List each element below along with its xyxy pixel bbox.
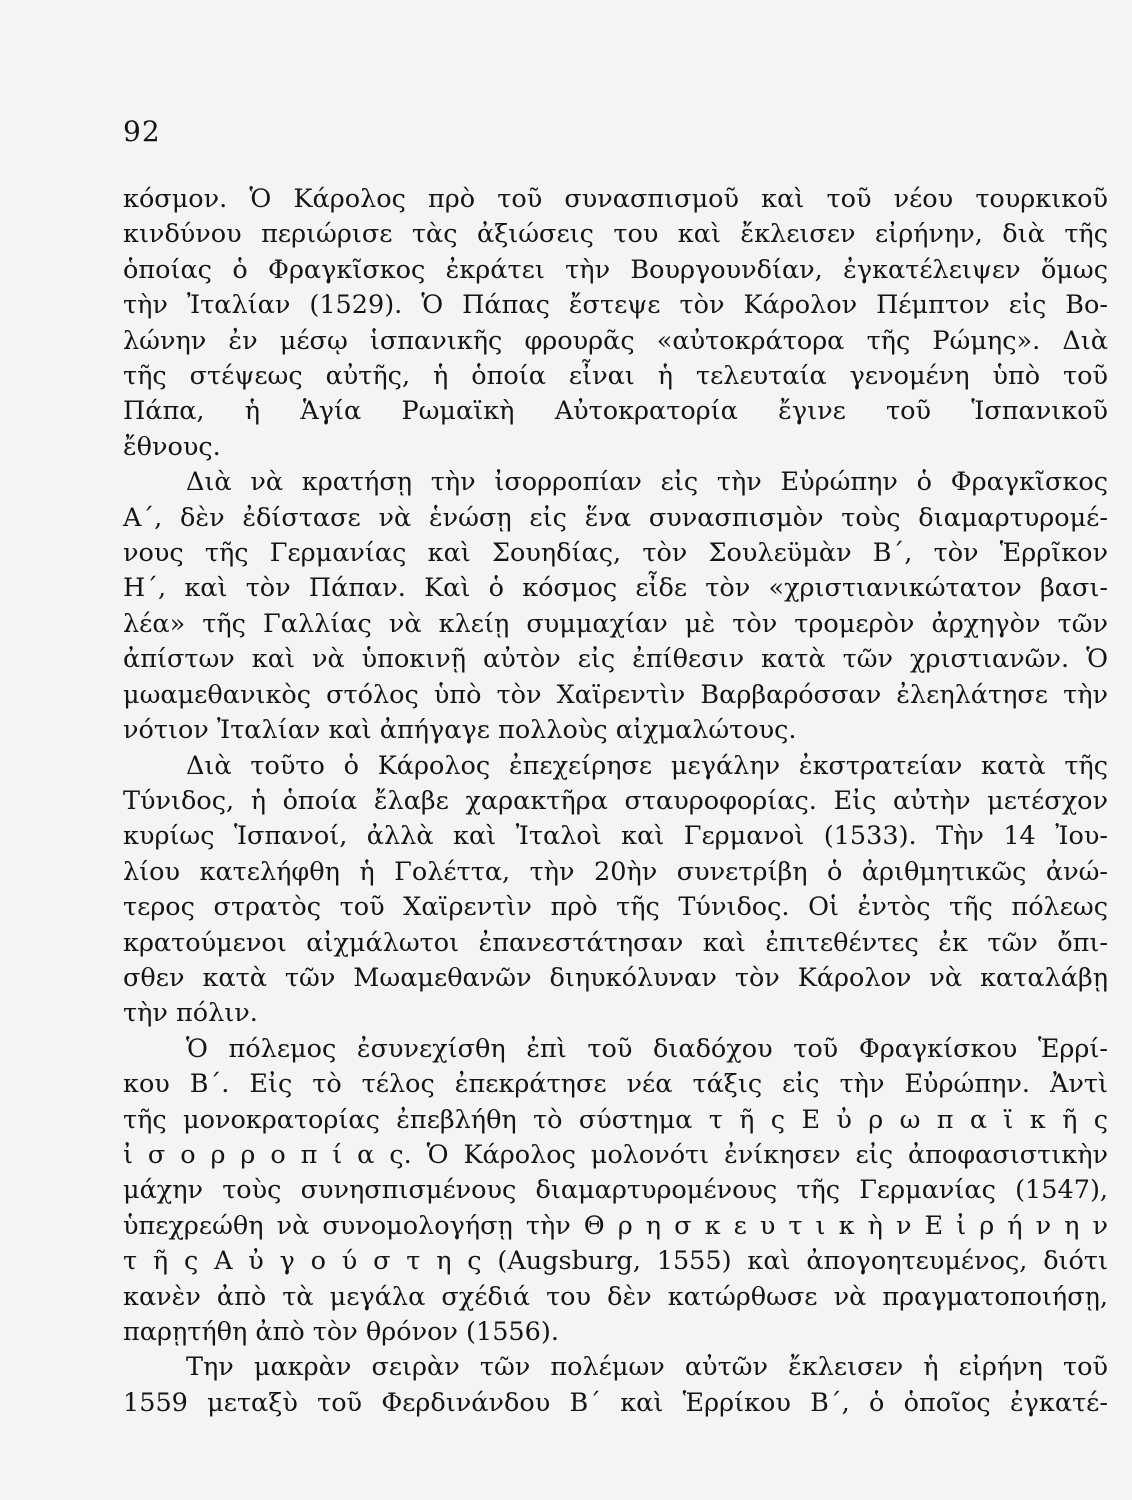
text-line: ἰ σ ο ρ ρ ο π ί α ς. Ὁ Κάρολος μολονότι ἐνίκησεν εἰς ἀποφασιστικὴν (123, 1139, 1108, 1170)
text-line: τερος στρατὸς τοῦ Χαϊρεντὶν πρὸ τῆς Τύνιδος. Οἱ ἐντὸς τῆς πόλεως (123, 892, 1108, 923)
text-line: κρατούμενοι αἰχμάλωτοι ἐπανεστάτησαν καὶ ἐπιτεθέντες ἐκ τῶν ὄπι- (123, 927, 1108, 958)
text-line: κόσμον. Ὁ Κάρολος πρὸ τοῦ συνασπισμοῦ καὶ τοῦ νέου τουρκικοῦ (123, 184, 1108, 214)
text-line: τῆς στέψεως αὐτῆς, ἡ ὁποία εἶναι ἡ τελευταία γενομένη ὑπὸ τοῦ (123, 361, 1108, 392)
text-line: τὴν Ἰταλίαν (1529). Ὁ Πάπας ἔστεψε τὸν Κάρολον Πέμπτον εἰς Βο- (123, 290, 1108, 321)
text-line: παρῃτήθη ἀπὸ τὸν θρόνον (1556). (123, 1317, 559, 1347)
text-line: μωαμεθανικὸς στόλος ὑπὸ τὸν Χαϊρεντὶν Βαρβαρόσσαν ἐλεηλάτησε τὴν (123, 679, 1108, 710)
text-line: Διὰ νὰ κρατήσῃ τὴν ἰσορροπίαν εἰς τὴν Εὐρώπην ὁ Φραγκῖσκος (186, 467, 1108, 498)
text-line: Διὰ τοῦτο ὁ Κάρολος ἐπεχείρησε μεγάλην ἐκστρατείαν κατὰ τῆς (186, 750, 1108, 781)
text-line: Πάπα, ἡ Ἁγία Ρωμαϊκὴ Αὐτοκρατορία ἔγινε τοῦ Ἱσπανικοῦ (123, 396, 1108, 427)
text-line: Την μακρὰν σειρὰν τῶν πολέμων αὐτῶν ἔκλεισεν ἡ εἰρήνη τοῦ (186, 1352, 1108, 1383)
text-line: Τύνιδος, ἡ ὁποία ἔλαβε χαρακτῆρα σταυροφορίας. Εἰς αὐτὴν μετέσχον (123, 785, 1108, 816)
body-text (123, 182, 1108, 1421)
text-line: ὁποίας ὁ Φραγκῖσκος ἐκράτει τὴν Βουργουνδίαν, ἐγκατέλειψεν ὅμως (123, 254, 1108, 285)
text-line: ἀπίστων καὶ νὰ ὑποκινῇ αὐτὸν εἰς ἐπίθεσιν κατὰ τῶν χριστιανῶν. Ὁ (123, 644, 1108, 675)
text-line: σθεν κατὰ τῶν Μωαμεθανῶν διηυκόλυναν τὸν Κάρολον νὰ καταλάβῃ (123, 962, 1108, 993)
text-line: λέα» τῆς Γαλλίας νὰ κλείῃ συμμαχίαν μὲ τὸν τρομερὸν ἀρχηγὸν τῶν (123, 608, 1108, 639)
text-line: μάχην τοὺς συνησπισμένους διαμαρτυρομένους τῆς Γερμανίας (1547), (123, 1175, 1108, 1206)
text-line: κανὲν ἀπὸ τὰ μεγάλα σχέδιά του δὲν κατώρθωσε νὰ πραγματοποιήσῃ, (123, 1281, 1108, 1312)
text-line: νότιον Ἰταλίαν καὶ ἀπήγαγε πολλοὺς αἰχμαλώτους. (123, 715, 797, 746)
text-line: ἔθνους. (123, 431, 221, 462)
text-line: λώνην ἐν μέσῳ ἱσπανικῆς φρουρᾶς «αὐτοκράτορα τῆς Ρώμης». Διὰ (123, 325, 1108, 356)
text-line: τὴν πόλιν. (123, 998, 258, 1029)
text-line: Η΄, καὶ τὸν Πάπαν. Καὶ ὁ κόσμος εἶδε τὸν «χριστιανικώτατον βασι- (123, 573, 1108, 604)
text-line: ὑπεχρεώθη νὰ συνομολογήσῃ τὴν Θ ρ η σ κ ε υ τ ι κ ὴ ν Ε ἰ ρ ή ν η ν (123, 1210, 1108, 1241)
text-line: κυρίως Ἱσπανοί, ἀλλὰ καὶ Ἰταλοὶ καὶ Γερμανοὶ (1533). Τὴν 14 Ἰου- (123, 821, 1108, 852)
text-line: 1559 μεταξὺ τοῦ Φερδινάνδου Β΄ καὶ Ἑρρίκου Β΄, ὁ ὁποῖος ἐγκατέ- (123, 1387, 1108, 1418)
text-line: νους τῆς Γερμανίας καὶ Σουηδίας, τὸν Σουλεϋμὰν Β΄, τὸν Ἑρρῖκον (123, 538, 1108, 569)
page-number: 92 (123, 115, 161, 148)
text-line: λίου κατελήφθη ἡ Γολέττα, τὴν 20ὴν συνετρίβη ὁ ἀριθμητικῶς ἀνώ- (123, 856, 1108, 887)
text-line: κινδύνου περιώρισε τὰς ἀξιώσεις του καὶ ἔκλεισεν εἰρήνην, διὰ τῆς (123, 219, 1108, 250)
text-line: Α΄, δὲν ἐδίστασε νὰ ἑνώσῃ εἰς ἕνα συνασπισμὸν τοὺς διαμαρτυρομέ- (123, 502, 1108, 533)
text-line: Ὁ πόλεμος ἐσυνεχίσθη ἐπὶ τοῦ διαδόχου τοῦ Φραγκίσκου Ἑρρί- (186, 1033, 1108, 1064)
text-line: κου Β΄. Εἰς τὸ τέλος ἐπεκράτησε νέα τάξις εἰς τὴν Εὐρώπην. Ἀντὶ (123, 1069, 1108, 1100)
text-line: τῆς μονοκρατορίας ἐπεβλήθη τὸ σύστημα τ ῆ ς Ε ὐ ρ ω π α ϊ κ ῆ ς (123, 1104, 1108, 1135)
text-line: τ ῆ ς Α ὐ γ ο ύ σ τ η ς (Augsburg, 1555) καὶ ἀπογοητευμένος, διότι (123, 1246, 1108, 1277)
